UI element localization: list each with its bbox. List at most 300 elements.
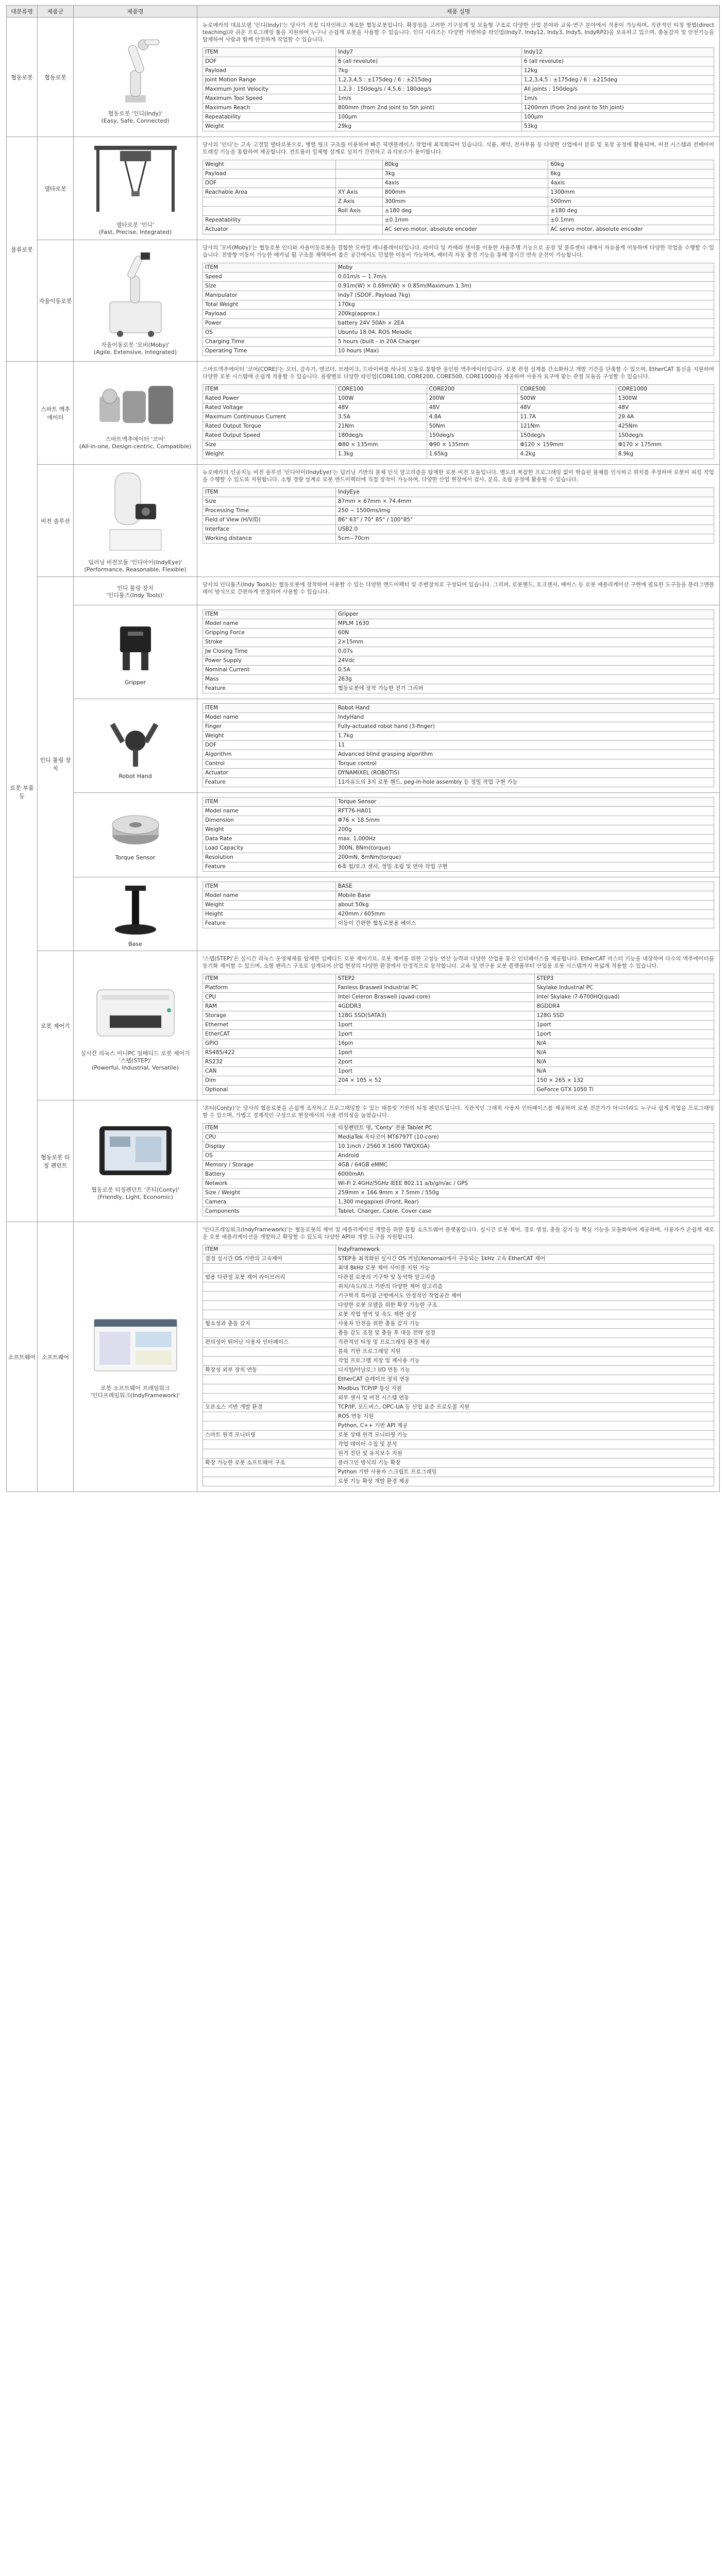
spec-row bbox=[203, 422, 714, 431]
spec-cell: 스마트 원격 모니터링 bbox=[203, 1431, 336, 1440]
spec-row bbox=[203, 216, 714, 225]
spec-row bbox=[203, 1124, 714, 1133]
spec-cell: DOF bbox=[203, 179, 336, 188]
spec-cell: 11.7A bbox=[518, 413, 616, 422]
subcat-cell: 자율이동로봇 bbox=[38, 240, 74, 362]
product-description: 뉴로메카의 인공지능 비전 솔루션 '인디아이(IndyEye)'는 딥러닝 기반의 물체 인식 알고리즘을 탑재한 로봇 비전 모듈입니다. 별도의 복잡한 프로그래밍 없이 학습된 물체를 인식하고 위치를 추정하여 로봇이 피킹 작업을 수행할 수 있도록 지원합니다. 소형 경량 설계로 로봇 엔드이펙터에 직접 장착이 가능하며, 다양한 산업 현장에서 검사, 분류, 조립 공정에 활용될 수 있습니다. bbox=[202, 469, 714, 483]
spec-cell: Wi-Fi 2.4GHz/5GHz IEEE 802.11 a/b/g/n/ac / GPS bbox=[335, 1179, 714, 1189]
spec-cell: Φ76 × 18.5mm bbox=[335, 816, 714, 825]
product-row bbox=[7, 465, 720, 577]
product-row bbox=[7, 1100, 720, 1222]
spec-row bbox=[203, 94, 714, 104]
spec-cell: 53kg bbox=[521, 122, 714, 131]
spec-cell: Intel Celeron Braswell (quad-core) bbox=[335, 993, 534, 1002]
spec-row bbox=[203, 1394, 714, 1403]
spec-row bbox=[203, 862, 714, 872]
spec-cell: 직관적인 티칭 및 프로그래밍 환경 제공 bbox=[335, 1338, 714, 1347]
spec-cell: 최대 8kHz 로봇 제어 사이클 지원 가능 bbox=[335, 1264, 714, 1273]
spec-row bbox=[203, 1264, 714, 1273]
spec-cell: Stroke bbox=[203, 638, 336, 647]
product-description: 뉴로메카의 대표모델 '인디(Indy)'는 당사가 직접 디자인하고 제조한 협동로봇입니다. 확장성을 고려한 기구설계 및 모듈형 구조로 다양한 산업 분야와 교육·연구 분야에서 적용이 가능하며, 직관적인 티칭 방법(direct teaching)과 쉬운 프로그래밍 툴을 지원하여 누구나 손쉽게 로봇을 사용할 수 있습니다. 인디 시리즈는 다양한 가반하중 라인업(Indy7, Indy12, Indy3, Indy5, IndyRP2)을 보유하고 있으며, 충돌감지 및 안전기능을 탑재하여 사람과 함께 안전하게 작업할 수 있습니다. bbox=[202, 22, 714, 43]
spec-row bbox=[203, 993, 714, 1002]
spec-cell bbox=[203, 1375, 336, 1384]
spec-cell: Processing Time bbox=[203, 506, 336, 516]
product-image bbox=[77, 1121, 194, 1184]
spec-cell: Weight bbox=[203, 901, 336, 910]
spec-cell bbox=[203, 1394, 336, 1403]
spec-row bbox=[203, 1273, 714, 1282]
spec-cell: Torque control bbox=[335, 759, 714, 769]
spec-cell: 기구학적 특이점 근방에서도 안정적인 작업공간 제어 bbox=[335, 1292, 714, 1301]
spec-cell: 60N bbox=[335, 629, 714, 638]
spec-cell: 150deg/s bbox=[616, 431, 714, 440]
spec-cell: N/A bbox=[534, 1048, 714, 1058]
spec-row bbox=[203, 1002, 714, 1011]
spec-cell: ITEM bbox=[203, 610, 336, 619]
spec-cell: Payload bbox=[203, 310, 336, 319]
spec-cell: 위치/속도/토크 기반의 다양한 제어 알고리즘 bbox=[335, 1282, 714, 1292]
spec-cell: Size / Weight bbox=[203, 1189, 336, 1198]
spec-row bbox=[203, 1282, 714, 1292]
spec-cell: Weight bbox=[203, 732, 336, 741]
spec-cell: 다양한 로봇 모델을 위한 확장 가능한 구조 bbox=[335, 1301, 714, 1310]
spec-row bbox=[203, 1357, 714, 1366]
category-cell: 협동로봇 bbox=[7, 18, 38, 137]
header-desc: 제품 설명 bbox=[197, 6, 720, 18]
spec-cell: 150deg/s bbox=[518, 431, 616, 440]
product-caption bbox=[77, 585, 194, 599]
spec-cell: 1m/s bbox=[521, 94, 714, 104]
spec-row bbox=[203, 300, 714, 310]
subcat-cell: 인디 툴링 장치 bbox=[38, 577, 74, 951]
spec-cell: Python 기반 사용자 스크립트 프로그래밍 bbox=[335, 1468, 714, 1477]
spec-cell: 4GDDR3 bbox=[335, 1002, 534, 1011]
spec-cell: 1port bbox=[335, 1021, 534, 1030]
spec-cell: 10 hours (Max) bbox=[335, 347, 714, 356]
spec-cell: MPLM 1630 bbox=[335, 619, 714, 629]
spec-table bbox=[202, 1123, 714, 1216]
spec-cell: 1,2,3 : 150deg/s / 4,5,6 : 180deg/s bbox=[335, 85, 521, 94]
spec-cell: 협소성과 충돌 감지 bbox=[203, 1319, 336, 1329]
desc-cell bbox=[197, 465, 720, 577]
spec-row bbox=[203, 1133, 714, 1142]
spec-row bbox=[203, 207, 714, 216]
spec-cell: 1.7kg bbox=[335, 732, 714, 741]
product-image bbox=[77, 141, 194, 219]
spec-cell: BASE bbox=[335, 882, 714, 891]
spec-cell: 16pin bbox=[335, 1039, 534, 1048]
spec-row bbox=[203, 1338, 714, 1347]
spec-cell: 300mm bbox=[382, 197, 548, 207]
spec-cell: 5cm~70cm bbox=[335, 534, 714, 544]
spec-cell: 420mm / 605mm bbox=[335, 910, 714, 919]
spec-cell: 충돌 감도 조절 및 충돌 후 대응 전략 설정 bbox=[335, 1329, 714, 1338]
spec-row bbox=[203, 385, 714, 394]
spec-cell: Weight bbox=[203, 160, 336, 170]
spec-cell: 80kg bbox=[382, 160, 548, 170]
spec-cell bbox=[203, 1310, 336, 1319]
caption-line: 델타로봇 '인디' bbox=[116, 222, 155, 228]
spec-cell: 오픈소스 기반 개발 환경 bbox=[203, 1403, 336, 1412]
spec-cell: ITEM bbox=[203, 385, 336, 394]
spec-row bbox=[203, 1412, 714, 1421]
spec-row bbox=[203, 104, 714, 113]
spec-cell: Python, C++ 기반 API 제공 bbox=[335, 1421, 714, 1431]
spec-cell: Repeatability bbox=[203, 113, 336, 122]
spec-row bbox=[203, 704, 714, 713]
spec-cell: GeForce GTX 1050 Ti bbox=[534, 1086, 714, 1095]
spec-row bbox=[203, 619, 714, 629]
spec-cell: 121Nm bbox=[518, 422, 616, 431]
product-row bbox=[7, 1222, 720, 1492]
spec-row bbox=[203, 1310, 714, 1319]
spec-cell: 협동로봇에 장착 가능한 전기 그리퍼 bbox=[335, 684, 714, 693]
caption-line: (Friendly, Light, Economic) bbox=[97, 1194, 173, 1200]
desc-cell bbox=[197, 1222, 720, 1492]
product-image-cell bbox=[74, 577, 197, 605]
spec-cell: 6kg bbox=[548, 170, 714, 179]
product-image-cell bbox=[74, 1222, 197, 1492]
spec-cell: Feature bbox=[203, 862, 336, 872]
spec-row bbox=[203, 1319, 714, 1329]
spec-cell: Storage bbox=[203, 1011, 336, 1021]
spec-cell: Model name bbox=[203, 807, 336, 816]
spec-row bbox=[203, 319, 714, 328]
spec-cell: IndyFramework bbox=[335, 1245, 714, 1255]
spec-cell: 2port bbox=[335, 1058, 534, 1067]
spec-cell: 50Nm bbox=[427, 422, 518, 431]
desc-cell bbox=[197, 699, 720, 793]
spec-cell: Feature bbox=[203, 684, 336, 693]
spec-row bbox=[203, 807, 714, 816]
spec-cell bbox=[203, 1282, 336, 1292]
spec-cell: Φ120 × 159mm bbox=[518, 440, 616, 450]
desc-cell bbox=[197, 793, 720, 877]
category-cell: 로봇 부품 등 bbox=[7, 362, 38, 1222]
spec-row bbox=[203, 488, 714, 497]
spec-row bbox=[203, 1255, 714, 1264]
spec-cell: RFT76-HA01 bbox=[335, 807, 714, 816]
spec-cell: Payload bbox=[203, 66, 336, 76]
spec-cell: N/A bbox=[534, 1039, 714, 1048]
spec-cell: EtherCAT 슬레이브 장치 연동 bbox=[335, 1375, 714, 1384]
spec-cell: Dim bbox=[203, 1076, 336, 1086]
caption-line: (Performance, Reasonable, Flexible) bbox=[84, 566, 187, 573]
spec-row bbox=[203, 403, 714, 413]
spec-row bbox=[203, 759, 714, 769]
spec-row bbox=[203, 1086, 714, 1095]
spec-cell: Ethernet bbox=[203, 1021, 336, 1030]
spec-cell: 48V bbox=[335, 403, 427, 413]
spec-cell bbox=[335, 216, 382, 225]
spec-row bbox=[203, 1384, 714, 1394]
spec-row bbox=[203, 1142, 714, 1151]
spec-table bbox=[202, 882, 714, 928]
spec-cell: 1port bbox=[335, 1048, 534, 1058]
spec-cell: Intel Skylake i7-6700HQ(quad) bbox=[534, 993, 714, 1002]
subcat-cell: 로봇 제어기 bbox=[38, 951, 74, 1100]
spec-cell: ±0.1mm bbox=[382, 216, 548, 225]
spec-cell: ITEM bbox=[203, 882, 336, 891]
robot-hand-icon bbox=[77, 713, 194, 771]
spec-row bbox=[203, 113, 714, 122]
spec-cell: Φ80 × 135mm bbox=[335, 440, 427, 450]
spec-cell: AC servo motor, absolute encoder bbox=[548, 225, 714, 234]
spec-cell: CAN bbox=[203, 1067, 336, 1076]
spec-cell: 500mm bbox=[548, 197, 714, 207]
spec-row bbox=[203, 122, 714, 131]
caption-line: 실시간 리눅스 미니PC 임베디드 로봇 제어기 bbox=[80, 1050, 190, 1057]
caption-line: (All-in-one, Design-centric, Compatible) bbox=[79, 443, 192, 450]
spec-cell: 4axis bbox=[382, 179, 548, 188]
spec-cell: 4.8A bbox=[427, 413, 518, 422]
caption-line: 협동로봇 '인디(Indy)' bbox=[108, 110, 163, 117]
spec-cell: CPU bbox=[203, 993, 336, 1002]
spec-table bbox=[202, 160, 714, 234]
desc-cell bbox=[197, 951, 720, 1100]
spec-cell: 결정 실시간 OS 기반의 고속제어 bbox=[203, 1255, 336, 1264]
spec-row bbox=[203, 179, 714, 188]
product-image-cell bbox=[74, 362, 197, 465]
spec-row bbox=[203, 1151, 714, 1161]
spec-cell: Maximum Reach bbox=[203, 104, 336, 113]
tool-image-cell bbox=[74, 877, 197, 951]
spec-cell: Speed bbox=[203, 273, 336, 282]
spec-cell: 1,2,3,4,5 : ±175deg / 6 : ±215deg bbox=[335, 76, 521, 85]
spec-row bbox=[203, 1030, 714, 1039]
spec-cell: 4GB / 64GB eMMC bbox=[335, 1161, 714, 1170]
spec-cell: EtherCAT bbox=[203, 1030, 336, 1039]
caption-line: (Fast, Precise, Integrated) bbox=[98, 229, 172, 235]
spec-row bbox=[203, 197, 714, 207]
spec-cell: ±180 deg bbox=[382, 207, 548, 216]
spec-cell: All joints : 150deg/s bbox=[521, 85, 714, 94]
spec-cell: 11 bbox=[335, 741, 714, 750]
spec-cell: 170kg bbox=[335, 300, 714, 310]
spec-cell: 1port bbox=[534, 1021, 714, 1030]
spec-cell bbox=[335, 170, 382, 179]
spec-cell: 29kg bbox=[335, 122, 521, 131]
spec-cell: 150deg/s bbox=[427, 431, 518, 440]
spec-cell bbox=[203, 207, 336, 216]
spec-cell: Feature bbox=[203, 778, 336, 787]
subcat-cell: 스마트 액추에이터 bbox=[38, 362, 74, 465]
spec-cell: - bbox=[335, 1086, 534, 1095]
spec-cell: Actuator bbox=[203, 225, 336, 234]
spec-cell: N/A bbox=[534, 1058, 714, 1067]
spec-cell: 204 × 105 × 52 bbox=[335, 1076, 534, 1086]
spec-cell: Manipulator bbox=[203, 291, 336, 300]
spec-cell: 100W bbox=[335, 394, 427, 403]
spec-cell: CORE500 bbox=[518, 385, 616, 394]
spec-cell: DOF bbox=[203, 741, 336, 750]
product-image-cell bbox=[74, 1100, 197, 1222]
product-image bbox=[77, 1314, 194, 1383]
tool-label: Torque Sensor bbox=[115, 854, 156, 861]
product-description: 당사의 인디툴즈(Indy Tools)는 협동로봇에 장착하여 사용할 수 있는 다양한 엔드이펙터 및 주변장치로 구성되어 있습니다. 그리퍼, 로봇핸드, 토크센서, 베이스 등 로봇 애플리케이션 구현에 필요한 도구들을 플러그앤플레이 방식으로 간편하게 연결하여 사용할 수 있습니다. bbox=[202, 582, 714, 595]
spec-cell bbox=[203, 1440, 336, 1449]
spec-cell: Power Supply bbox=[203, 656, 336, 666]
subcat-cell: 델타로봇 bbox=[38, 137, 74, 240]
spec-row bbox=[203, 1170, 714, 1179]
spec-cell: 7kg bbox=[335, 66, 521, 76]
spec-cell: Size bbox=[203, 282, 336, 291]
caption-line: 인디 툴링 장치 bbox=[117, 585, 154, 591]
spec-cell: STEP3 bbox=[534, 974, 714, 984]
category-cell: 소프트웨어 bbox=[7, 1222, 38, 1492]
spec-cell: Rated Output Torque bbox=[203, 422, 336, 431]
spec-cell bbox=[203, 1347, 336, 1357]
spec-row bbox=[203, 394, 714, 403]
spec-cell: 200g bbox=[335, 825, 714, 835]
spec-row bbox=[203, 273, 714, 282]
product-table-body bbox=[7, 18, 720, 1492]
spec-cell: 이동이 간편한 협동로봇용 베이스 bbox=[335, 919, 714, 928]
spec-cell: 로봇 상태 원격 모니터링 기능 bbox=[335, 1431, 714, 1440]
spec-cell: RS232 bbox=[203, 1058, 336, 1067]
spec-cell: 1200mm (from 2nd joint to 5th joint) bbox=[521, 104, 714, 113]
spec-cell: GPIO bbox=[203, 1039, 336, 1048]
spec-cell: Indy12 bbox=[521, 48, 714, 57]
spec-cell bbox=[203, 1357, 336, 1366]
spec-cell: 200mN, 8mNm(torque) bbox=[335, 853, 714, 862]
spec-cell: OS bbox=[203, 328, 336, 337]
spec-row bbox=[203, 610, 714, 619]
spec-cell: Height bbox=[203, 910, 336, 919]
spec-cell: 디지털/아날로그 I/O 연동 기능 bbox=[335, 1366, 714, 1375]
spec-row bbox=[203, 1067, 714, 1076]
spec-cell: CORE100 bbox=[335, 385, 427, 394]
spec-cell: ITEM bbox=[203, 48, 336, 57]
spec-cell bbox=[203, 1329, 336, 1338]
spec-row bbox=[203, 732, 714, 741]
spec-row bbox=[203, 1459, 714, 1468]
header-subcat: 제품군 bbox=[38, 6, 74, 18]
spec-row bbox=[203, 1477, 714, 1486]
caption-line: 협동로봇 티칭펜던트 '콘티(Conty)' bbox=[91, 1187, 179, 1193]
spec-cell: MediaTek 옥타코어 MT6797T (10-core) bbox=[335, 1133, 714, 1142]
base-icon bbox=[77, 880, 194, 939]
spec-cell: ITEM bbox=[203, 488, 336, 497]
spec-cell: 1port bbox=[534, 1030, 714, 1039]
spec-cell: N/A bbox=[534, 1067, 714, 1076]
spec-cell: 86° 63° / 70° 85° / 100°85° bbox=[335, 516, 714, 525]
tool-row bbox=[7, 793, 720, 877]
subcat-cell: 협동로봇 티칭 펜던트 bbox=[38, 1100, 74, 1222]
spec-cell: 1port bbox=[335, 1067, 534, 1076]
spec-cell: STEP2 bbox=[335, 974, 534, 984]
spec-cell: Indy7 (SDOF, Payload 7kg) bbox=[335, 291, 714, 300]
spec-cell: Display bbox=[203, 1142, 336, 1151]
spec-cell: 로봇 작업 영역 및 속도 제한 설정 bbox=[335, 1310, 714, 1319]
spec-cell bbox=[335, 160, 382, 170]
spec-row bbox=[203, 1421, 714, 1431]
spec-cell: Algorithm bbox=[203, 750, 336, 759]
caption-line: (Powerful, Industrial, Versatile) bbox=[92, 1064, 179, 1071]
spec-row bbox=[203, 525, 714, 534]
spec-row bbox=[203, 188, 714, 197]
product-caption bbox=[77, 110, 194, 125]
tool-row bbox=[7, 877, 720, 951]
spec-row bbox=[203, 713, 714, 722]
spec-row bbox=[203, 638, 714, 647]
spec-row bbox=[203, 57, 714, 66]
spec-row bbox=[203, 974, 714, 984]
spec-cell: 다관절 로봇의 기구학 및 동역학 알고리즘 bbox=[335, 1273, 714, 1282]
spec-row bbox=[203, 48, 714, 57]
product-row bbox=[7, 137, 720, 240]
category-cell: 물류로봇 bbox=[7, 137, 38, 362]
spec-cell: 150 × 265 × 132 bbox=[534, 1076, 714, 1086]
spec-cell: 300N, 8Nm(torque) bbox=[335, 844, 714, 853]
spec-cell: Maximum Joint Velocity bbox=[203, 85, 336, 94]
spec-row bbox=[203, 1245, 714, 1255]
spec-cell: DYNAMIXEL (ROBOTIS) bbox=[335, 769, 714, 778]
spec-cell bbox=[203, 1384, 336, 1394]
spec-table bbox=[202, 47, 714, 131]
spec-cell bbox=[203, 1264, 336, 1273]
spec-row bbox=[203, 328, 714, 337]
spec-cell: Mass bbox=[203, 675, 336, 684]
spec-cell: Joint Motion Range bbox=[203, 76, 336, 85]
spec-cell: Advanced blind grasping algorithm bbox=[335, 750, 714, 759]
caption-line: '스텝(STEP)' bbox=[119, 1057, 152, 1064]
spec-cell: 48V bbox=[427, 403, 518, 413]
spec-cell: 원격 진단 및 유지보수 지원 bbox=[335, 1449, 714, 1459]
spec-cell: 5 hours (built - in 20A Charger bbox=[335, 337, 714, 347]
spec-cell: Model name bbox=[203, 713, 336, 722]
spec-table bbox=[202, 974, 714, 1095]
spec-row bbox=[203, 1292, 714, 1301]
spec-cell: Dimension bbox=[203, 816, 336, 825]
header-row bbox=[7, 6, 720, 18]
spec-table bbox=[202, 263, 714, 356]
product-description: '콘티(Conty)'는 당사의 협동로봇을 손쉽게 조작하고 프로그래밍할 수 있는 태블릿 기반의 티칭 펜던트입니다. 직관적인 그래픽 사용자 인터페이스를 제공하여 로봇 전문가가 아니더라도 누구나 쉽게 작업을 프로그래밍할 수 있으며, 가볍고 경제적인 구성으로 현장에서의 사용 편의성을 높였습니다. bbox=[202, 1105, 714, 1118]
spec-cell: Fanless Braswell Industrial PC bbox=[335, 984, 534, 993]
spec-cell: XY Axis bbox=[335, 188, 382, 197]
spec-row bbox=[203, 666, 714, 675]
spec-row bbox=[203, 1058, 714, 1067]
spec-cell: 1port bbox=[335, 1030, 534, 1039]
spec-row bbox=[203, 170, 714, 179]
product-image-cell bbox=[74, 18, 197, 137]
spec-cell: 6 (all revolute) bbox=[521, 57, 714, 66]
caption-line: 스마트액추에이터 '코어' bbox=[105, 436, 165, 443]
spec-cell: Battery bbox=[203, 1170, 336, 1179]
spec-row bbox=[203, 516, 714, 525]
spec-row bbox=[203, 684, 714, 693]
spec-cell: ±180 deg bbox=[548, 207, 714, 216]
spec-cell: IndyEye bbox=[335, 488, 714, 497]
product-description: 스마트액추에이터 '코어(CORE)'는 모터, 감속기, 엔코더, 브레이크, 드라이버를 하나의 모듈로 통합한 올인원 액추에이터입니다. 로봇 관절 설계를 간소화하고 개발 기간을 단축할 수 있으며, EtherCAT 통신을 지원하여 다양한 로봇 시스템에 손쉽게 적용할 수 있습니다. 용량별로 다양한 라인업(CORE100, CORE200, CORE500, CORE1000)을 제공하여 사용자 요구에 맞는 관절 모듈을 구성할 수 있습니다. bbox=[202, 366, 714, 380]
subcat-cell: 소프트웨어 bbox=[38, 1222, 74, 1492]
spec-cell: 263g bbox=[335, 675, 714, 684]
spec-cell: Optional bbox=[203, 1086, 336, 1095]
spec-row bbox=[203, 835, 714, 844]
spec-cell bbox=[203, 1449, 336, 1459]
caption-line: 딥러닝 비전모듈 '인디아이(IndyEye)' bbox=[88, 559, 182, 566]
spec-cell: Fully-actuated robot hand (3-finger) bbox=[335, 722, 714, 732]
spec-row bbox=[203, 1403, 714, 1412]
spec-cell: 10.1inch / 2560 X 1600 TWQXGA) bbox=[335, 1142, 714, 1151]
spec-row bbox=[203, 310, 714, 319]
product-image bbox=[77, 29, 194, 108]
spec-cell: 6000mAh bbox=[335, 1170, 714, 1179]
spec-cell: Skylake Industrial PC bbox=[534, 984, 714, 993]
spec-row bbox=[203, 347, 714, 356]
spec-cell: Control bbox=[203, 759, 336, 769]
spec-cell: Roll Axis bbox=[335, 207, 382, 216]
